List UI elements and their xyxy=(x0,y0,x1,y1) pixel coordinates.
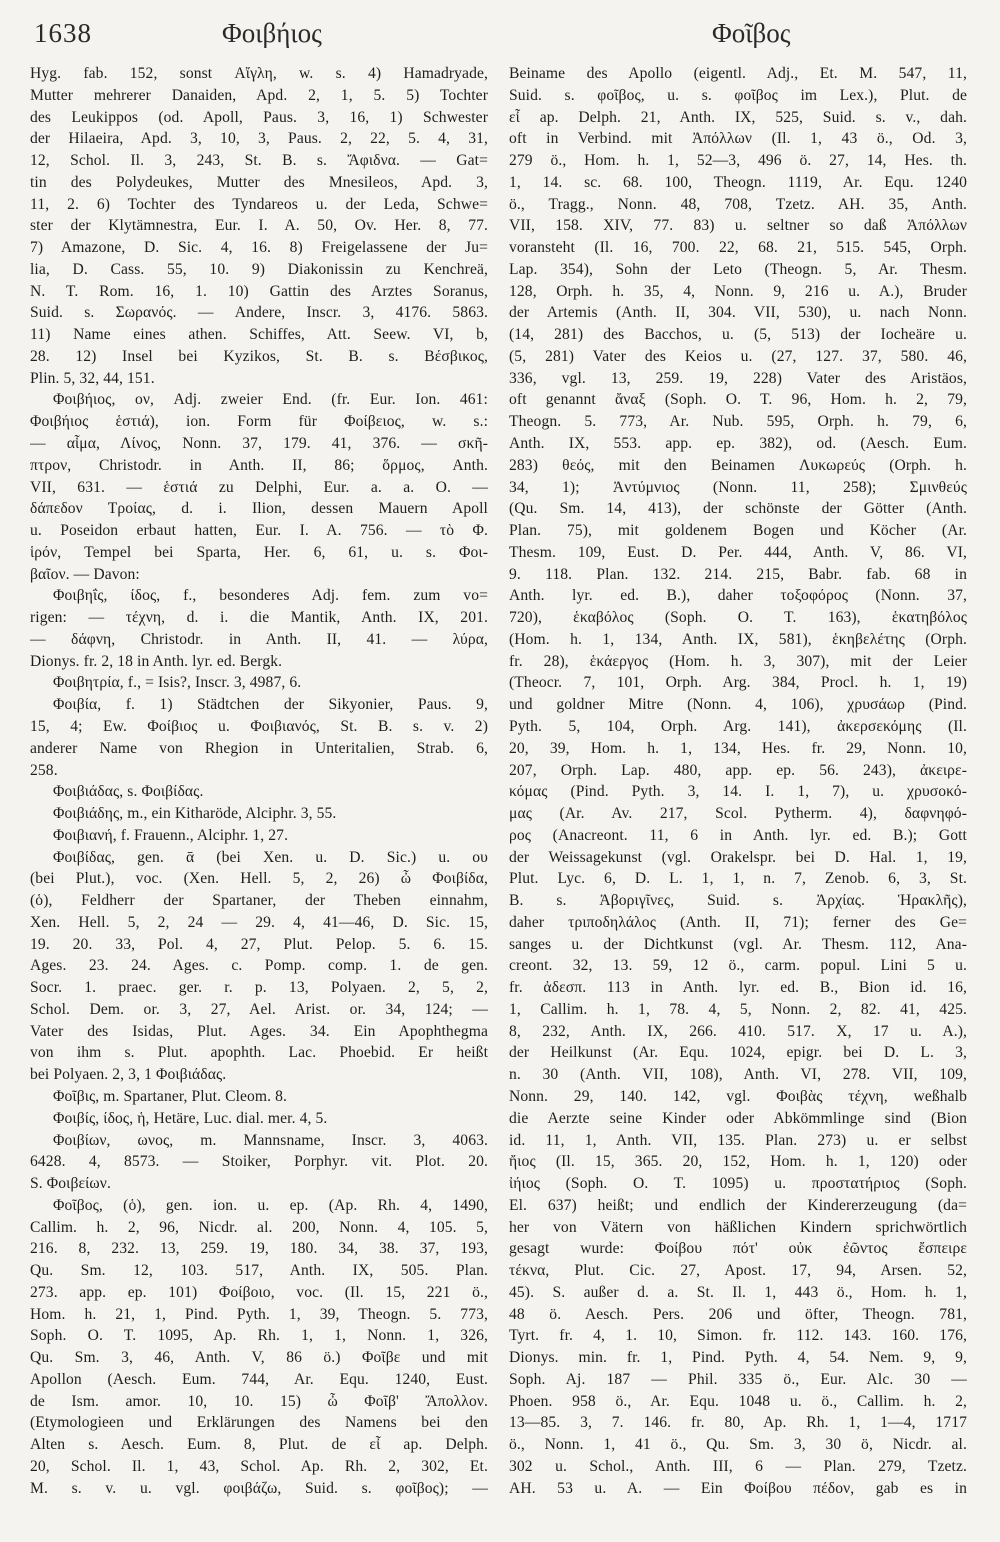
text-line: ö., Tragg., Nonn. 48, 708, Tzetz. AH. 35, Anth. xyxy=(509,195,967,213)
text-line: Anth. lyr. ed. B.), daher τοξοφόρος (Nonn. 37, xyxy=(509,587,967,605)
text-line: 11, 2. 6) Tochter des Tyndareos u. der Leda, Schwe= xyxy=(30,195,488,213)
text-line: AH. 53 u. A. — Ein Φοίβου πέδον, gab es in xyxy=(509,1479,967,1497)
text-line: der Artemis (Anth. II, 304. VII, 530), u. nach Nonn. xyxy=(509,304,967,322)
text-line: Vater des Isidas, Plut. Ages. 34. Ein Apophthegma xyxy=(30,1022,488,1040)
text-line: Tyrt. fr. 4, 1. 10, Simon. fr. 112. 143. 160. 176, xyxy=(509,1327,967,1345)
text-line: sanges u. der Dichtkunst (vgl. Ar. Thesm. 112, Ana- xyxy=(509,935,967,953)
text-line: Φοιβηΐς, ίδος, f., besonderes Adj. fem. zum vo= xyxy=(53,587,488,605)
text-line: μας (Ar. Av. 217, Scol. Pytherm. 4), δαφνηφό- xyxy=(509,805,967,823)
text-line: Soph. Aj. 187 — Phil. 335 ö., Eur. Alc. 30 — xyxy=(509,1370,967,1388)
text-line: 34, 1); Ἀντύμνιος (Nonn. 11, 258); Σμινθεύς xyxy=(509,478,967,496)
text-line: 279 ö., Hom. h. 1, 52—3, 496 ö. 27, 14, Hes. th. xyxy=(509,152,967,170)
text-line: Φοιβήιος ἑστιά), ion. Form für Φοίβειος, w. s.: xyxy=(30,413,488,431)
text-line: Plut. Lyc. 6, D. L. 1, 1, n. 7, Zenob. 6, 3, St. xyxy=(509,870,967,888)
text-line: πτρον, Christodr. in Anth. II, 86; ὅρμος, Anth. xyxy=(30,456,488,474)
text-line: Φοιβητρία, f., = Isis?, Inscr. 3, 4987, 6. xyxy=(53,674,302,692)
text-line: de Ism. amor. 10, 10. 15) ὦ Φοῖβ' Ἄπολλον. xyxy=(30,1392,488,1410)
text-line: Mutter mehrerer Danaiden, Apd. 2, 1, 5. 5) Tochter xyxy=(30,86,488,104)
text-line: M. s. v. u. vgl. φοιβάζω, Suid. s. φοῖβος); — xyxy=(30,1479,488,1497)
text-line: Ages. 23. 24. Ages. c. Pomp. comp. 1. de gen. xyxy=(30,957,488,975)
text-line: bei Polyaen. 2, 3, 1 Φοιβιάδας. xyxy=(30,1066,227,1084)
text-line: 258. xyxy=(30,761,58,779)
text-line: Dionys. fr. 2, 18 in Anth. lyr. ed. Bergk. xyxy=(30,652,283,670)
text-line: anderer Name von Rhegion in Unteritalien, Strab. 6, xyxy=(30,739,488,757)
text-line: Thesm. 109, Eust. D. Per. 444, Anth. V, 86. VI, xyxy=(509,543,967,561)
text-line: 19. 20. 33, Pol. 4, 27, Plut. Pelop. 5. 6. 15. xyxy=(30,935,488,953)
text-line: des Leukippos (od. Apoll, Paus. 3, 16, 1) Schwester xyxy=(30,108,488,126)
text-line: 207, Orph. Lap. 480, app. ep. 56. 243), ἀκειρε- xyxy=(509,761,967,779)
text-line: Nonn. 29, 140. 142, vgl. Φοιβὰς τέχνη, weßhalb xyxy=(509,1087,967,1105)
text-line: 45). S. außer d. a. St. Il. 1, 443 ö., Hom. h. 1, xyxy=(509,1283,967,1301)
text-line: 216. 8, 232. 13, 259. 19, 180. 34, 38. 37, 193, xyxy=(30,1240,488,1258)
text-line: N. T. Rom. 16, 1. 10) Gattin des Arztes Soranus, xyxy=(30,282,488,300)
text-line: Hyg. fab. 152, sonst Αἴγλη, w. s. 4) Hamadryade, xyxy=(30,65,488,82)
text-line: tin des Polydeukes, Mutter des Mnesileos, Apd. 3, xyxy=(30,173,488,191)
text-line: ἰήιος (Soph. O. T. 1095) u. προστατήριος (Soph. xyxy=(509,1175,967,1193)
left-column xyxy=(30,63,488,1500)
text-line: lia, D. Cass. 55, 10. 9) Diakonissin zu Kenchreä, xyxy=(30,260,488,278)
text-line: VII, 158. XIV, 77. 83) u. seltner so daß Ἀπόλλων xyxy=(509,217,967,235)
text-line: Φοιβιάδας, s. Φοιβίδας. xyxy=(53,783,204,801)
text-line: S. Φοιβείων. xyxy=(30,1175,111,1193)
text-line: Callim. h. 2, 96, Nicdr. al. 200, Nonn. 4, 105. 5, xyxy=(30,1218,488,1236)
text-line: (bei Plut.), voc. (Xen. Hell. 5, 2, 26) ὦ Φοιβίδα, xyxy=(30,870,488,888)
text-line: 28. 12) Insel bei Kyzikos, St. B. s. Βέσβικος, xyxy=(30,347,488,365)
text-line: die Aerzte seine Kinder oder Abkömmlinge sind (Bion xyxy=(509,1109,967,1127)
text-line: 20, Schol. Il. 1, 43, Schol. Ap. Rh. 2, 302, Et. xyxy=(30,1458,488,1475)
text-line: Φοιβίων, ωνος, m. Mannsname, Inscr. 3, 4063. xyxy=(53,1131,488,1149)
text-line: Phoen. 958 ö., Ar. Equ. 1048 u. ö., Callim. h. 2, xyxy=(509,1392,967,1410)
text-line: 48 ö. Aesch. Pers. 206 und öfter, Theogn. 781, xyxy=(509,1305,967,1323)
text-line: βαῖον. — Davon: xyxy=(30,565,140,583)
text-line: Φοιβία, f. 1) Städtchen der Sikyonier, Paus. 9, xyxy=(53,696,488,714)
text-line: 302 u. Schol., Anth. III, 6 — Plan. 279, Tzetz. xyxy=(509,1458,967,1475)
text-line: Socr. 1. praec. ger. r. p. 13, Polyaen. 2, 5, 2, xyxy=(30,979,488,997)
text-line: 11) Name eines athen. Schiffes, Att. Seew. VI, b, xyxy=(30,326,488,344)
text-line: oft in Verbind. mit Ἀπόλλων (Il. 1, 43 ö., Od. 3, xyxy=(509,130,967,148)
text-line: ρος (Anacreont. 11, 6 in Anth. lyr. ed. B.); Gott xyxy=(509,826,967,844)
text-line: ἤιος (Il. 15, 365. 20, 152, Hom. h. 1, 120) oder xyxy=(509,1153,967,1171)
text-line: Xen. Hell. 5, 2, 24 — 29. 4, 41—46, D. Sic. 15, xyxy=(30,913,488,931)
text-line: (Hom. h. 1, 134, Anth. IX, 581), ἑκηβελέτης (Orph. xyxy=(509,630,967,648)
text-line: 336, vgl. 13, 259. 19, 228) Vater des Aristäos, xyxy=(509,369,967,387)
text-line: Φοῖβος, (ὁ), gen. ion. u. ep. (Ap. Rh. 4, 1490, xyxy=(53,1196,488,1214)
text-line: Lap. 354), Sohn der Leto (Theogn. 5, Ar. Thesm. xyxy=(509,260,967,278)
text-line: ö., Nonn. 1, 41 ö., Qu. Sm. 3, 30 ö, Nicdr. al. xyxy=(509,1436,967,1454)
text-line: creont. 32, 13. 59, 12 ö., carm. popul. Lini 5 u. xyxy=(509,957,967,975)
text-line: τέκνα, Plut. Cic. 27, Apost. 17, 94, Arsen. 52, xyxy=(509,1262,967,1280)
text-line: fr. 28), ἑκάεργος (Hom. h. 3, 307), mit der Leier xyxy=(509,652,967,670)
text-line: Φοιβίς, ίδος, ἡ, Hetäre, Luc. dial. mer. 4, 5. xyxy=(53,1109,328,1127)
text-line: Suid. s. Σωρανός. — Andere, Inscr. 3, 4176. 5863. xyxy=(30,304,488,322)
text-line: δάπεδον Τροίας, d. i. Ilion, dessen Mauern Apoll xyxy=(30,500,488,518)
text-line: (14, 281) des Bacchos, u. (5, 513) der Iocheäre u. xyxy=(509,326,967,344)
text-line: Theogn. 5. 773, Ar. Nub. 595, Orph. h. 79, 6, xyxy=(509,413,967,431)
text-line: Schol. Dem. or. 3, 27, Ael. Arist. or. 34, 124; — xyxy=(30,1000,488,1018)
text-line: id. 11, 1, Anth. VII, 135. Plan. 273) u. er selbst xyxy=(509,1131,967,1149)
text-line: 1, Callim. h. 1, 78. 4, 5, Nonn. 2, 82. 41, 425. xyxy=(509,1000,967,1018)
text-line: ster der Klytämnestra, Eur. I. A. 50, Ov. Her. 8, 77. xyxy=(30,217,488,235)
text-line: κόμας (Pind. Pyth. 3, 14. I. 1, 7), u. χρυσοκό- xyxy=(509,783,967,801)
text-line: fr. ἀδεσπ. 113 in Anth. lyr. ed. B., Bion id. 16, xyxy=(509,979,967,997)
text-line: Φοιβιάδης, m., ein Kitharöde, Alciphr. 3, 55. xyxy=(53,805,337,823)
text-line: 15, 4; Ew. Φοίβιος u. Φοιβιανός, St. B. s. v. 2) xyxy=(30,717,488,735)
text-line: 13—85. 3, 7. 146. fr. 80, Ap. Rh. 1, 1—4, 1717 xyxy=(509,1414,967,1432)
text-line: rigen: — τέχνη, d. i. die Mantik, Anth. IX, 201. xyxy=(30,609,488,627)
text-line: 720), ἑκαβόλος (Soph. O. T. 163), ἑκατηβόλος xyxy=(509,609,967,627)
text-line: 7) Amazone, D. Sic. 4, 16. 8) Freigelassene der Ju= xyxy=(30,239,488,257)
text-line: (ὁ), Feldherr der Spartaner, der Theben einnahm, xyxy=(30,892,488,910)
text-line: Φοιβήιος, ον, Adj. zweier End. (fr. Eur. Ion. 461: xyxy=(53,391,488,409)
text-line: Φοιβίδας, gen. ᾱ (bei Xen. u. D. Sic.) u. ου xyxy=(53,848,488,866)
text-line: Apollon (Aesch. Eum. 744, Ar. Equ. 1240, Eust. xyxy=(30,1370,488,1388)
text-line: her von Vätern von häßlichen Kindern sprichwörtlich xyxy=(509,1218,967,1236)
text-line: Suid. s. φοῖβος, u. s. φοῖβος im Lex.), Plut. de xyxy=(509,86,967,104)
text-line: 20, 39, Hom. h. 1, 134, Hes. fr. 29, Nonn. 10, xyxy=(509,739,967,757)
text-line: der Heilkunst (Ar. Equ. 1024, epigr. bei D. L. 3, xyxy=(509,1044,967,1062)
text-line: 283) θεός, mit den Beinamen Λυκωρεύς (Orph. h. xyxy=(509,456,967,474)
text-line: 1, 14. sc. 68. 100, Theogn. 1119, Ar. Equ. 1240 xyxy=(509,173,967,191)
text-line: Φοιβιανή, f. Frauenn., Alciphr. 1, 27. xyxy=(53,826,289,844)
text-line: n. 30 (Anth. VII, 108), Anth. VI, 278. VII, 109, xyxy=(509,1066,967,1084)
text-line: Hom. h. 21, 1, Pind. Pyth. 1, 39, Theogn. 5. 773, xyxy=(30,1305,488,1323)
text-line: Alten s. Aesch. Eum. 8, Plut. de εἶ ap. Delph. xyxy=(30,1436,488,1454)
text-line: der Hilaeira, Apd. 3, 10, 3, Paus. 2, 22, 5. 4, 31, xyxy=(30,130,488,148)
text-line: Qu. Sm. 3, 46, Anth. V, 86 ö.) Φοῖβε und mit xyxy=(30,1349,488,1367)
text-line: Soph. O. T. 1095, Ap. Rh. 1, 1, Nonn. 1, 326, xyxy=(30,1327,488,1345)
text-line: Pyth. 5, 104, Orph. Arg. 141), ἀκερσεκόμης (Il. xyxy=(509,717,967,735)
text-line: Beiname des Apollo (eigentl. Adj., Et. M. 547, 11, xyxy=(509,65,967,82)
text-line: Plin. 5, 32, 44, 151. xyxy=(30,369,155,387)
text-line: (Theocr. 7, 101, Orph. Arg. 384, Procl. h. 1, 19) xyxy=(509,674,967,692)
text-line: Dionys. min. fr. 1, Pind. Pyth. 4, 54. Nem. 9, 9, xyxy=(509,1349,967,1367)
text-line: daher τριποδηλάλος (Anth. II, 71); ferner des Ge= xyxy=(509,913,967,931)
text-line: (Qu. Sm. 14, 413), der schönste der Götter (Anth. xyxy=(509,500,967,518)
text-line: (5, 281) Vater des Keios u. (27, 127. 37, 580. 46, xyxy=(509,347,967,365)
running-head-left: Φοιβήιος xyxy=(222,18,322,48)
text-line: El. 637) heißt; und endlich der Kindererzeugung (da= xyxy=(509,1196,967,1214)
text-line: 12, Schol. Il. 3, 243, St. B. s. Ἄφιδνα. — Gat= xyxy=(30,152,488,170)
text-line: 128, Orph. h. 35, 4, Nonn. 9, 216 u. A.), Bruder xyxy=(509,282,967,300)
text-line: 9. 118. Plan. 132. 214. 215, Babr. fab. 68 in xyxy=(509,565,967,583)
text-line: 6428. 4, 8573. — Stoiker, Porphyr. vit. Plot. 20. xyxy=(30,1153,488,1171)
text-line: und goldner Mitre (Nonn. 4, 106), χρυσάωρ (Pind. xyxy=(509,696,967,714)
text-line: voransteht (Il. 16, 700. 22, 68. 21, 515. 545, Orph. xyxy=(509,239,967,257)
text-line: Φοῖβις, m. Spartaner, Plut. Cleom. 8. xyxy=(53,1087,288,1105)
text-line: VII, 631. — ἑστιά zu Delphi, Eur. a. a. O. — xyxy=(30,478,488,496)
text-line: der Weissagekunst (vgl. Orakelspr. bei D. Hal. 1, 19, xyxy=(509,848,967,866)
text-line: oft genannt ἄναξ (Soph. O. T. 96, Hom. h. 2, 79, xyxy=(509,391,967,409)
text-line: Qu. Sm. 12, 103. 517, Anth. IX, 505. Plan. xyxy=(30,1262,488,1280)
text-line: (Etymologieen und Erklärungen des Namens bei den xyxy=(30,1414,488,1432)
page-number: 1638 xyxy=(34,18,92,48)
text-line: — αἷμα, Λίνος, Nonn. 37, 179. 41, 376. — σκῆ- xyxy=(30,435,488,453)
running-head-right: Φοῖβος xyxy=(712,18,791,48)
text-line: gesagt wurde: Φοίβου πότ' οὐκ ἐῶντος ἔσπειρε xyxy=(509,1240,967,1258)
text-line: Anth. IX, 553. app. ep. 382), od. (Aesch. Eum. xyxy=(509,435,967,453)
text-line: ἱρόν, Tempel bei Sparta, Her. 6, 61, u. s. Φοι- xyxy=(30,543,488,561)
text-line: u. Poseidon erbaut hatten, Eur. I. A. 756. — τὸ Φ. xyxy=(30,522,488,540)
text-line: B. s. Ἀβοριγῖνες, Suid. s. Ἀρχίας. Ἡρακλῆς), xyxy=(509,892,967,910)
text-line: εἶ ap. Delph. 21, Anth. IX, 525, Suid. s. v., dah. xyxy=(509,108,967,126)
text-line: Plan. 75), mit goldenem Bogen und Köcher (Ar. xyxy=(509,522,967,540)
text-line: 273. app. ep. 101) Φοίβοιο, voc. (Il. 15, 221 ö., xyxy=(30,1283,488,1301)
text-line: — δάφνη, Christodr. in Anth. II, 41. — λύρα, xyxy=(30,630,488,648)
right-column xyxy=(509,63,967,1500)
text-line: von ihm s. Plut. apophth. Lac. Phoebid. Er heißt xyxy=(30,1044,488,1062)
text-line: 8, 232, Anth. IX, 266. 410. 517. X, 17 u. A.), xyxy=(509,1022,967,1040)
page-header xyxy=(0,14,1000,54)
